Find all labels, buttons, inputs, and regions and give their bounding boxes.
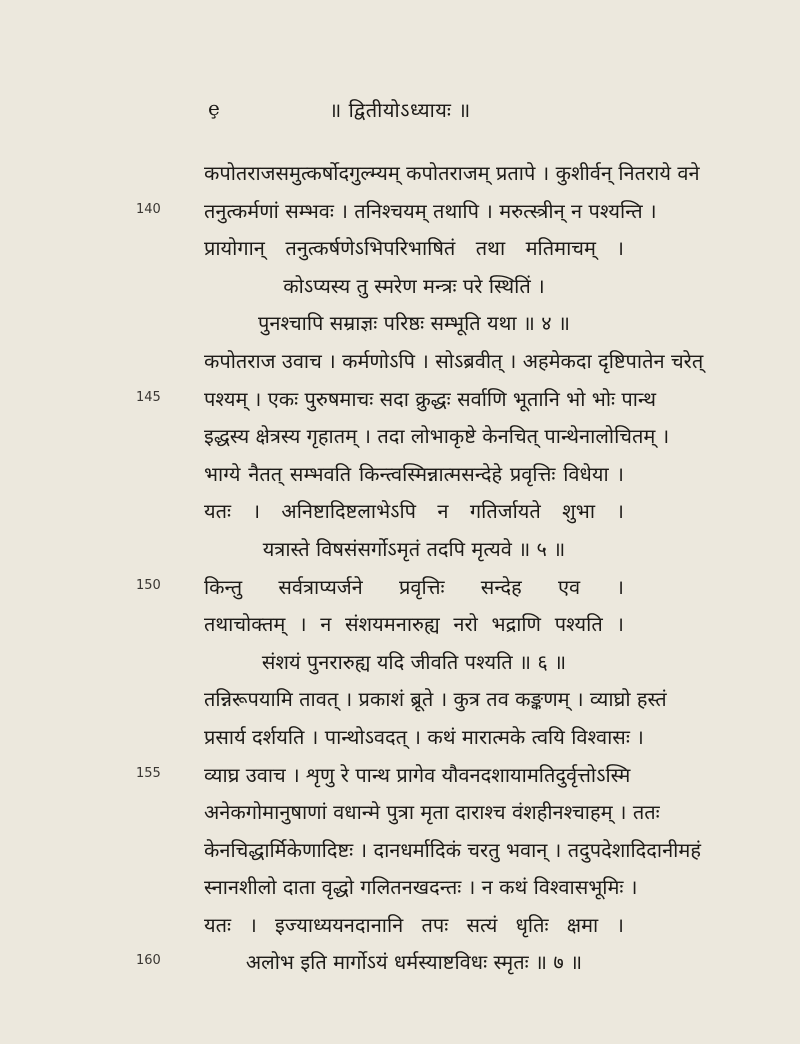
- line-text: स्नानशीलो दाता वृद्धो गलितनखदन्तः । न कथं विश्वासभूमिः ।: [204, 875, 638, 900]
- text-line: [0, 647, 800, 685]
- text-line: [0, 609, 800, 647]
- line-text: इद्धस्य क्षेत्रस्य गृहातम् । तदा लोभाकृष्टे केनचित् पान्थेनालोचितम् ।: [204, 424, 670, 449]
- line-text: अनेकगोमानुषाणां वधान्मे पुत्रा मृता दाराश्च वंशहीनश्चाहम् । ततः: [204, 800, 660, 825]
- text-line: [0, 271, 800, 309]
- line-text: यतः । इज्याध्ययनदानानि तपः सत्यं धृतिः क्षमा ।: [204, 912, 624, 937]
- line-text: तनुत्कर्मणां सम्भवः । तनिश्चयम् तथापि । मरुत्स्त्रीन् न पश्यन्ति ।: [204, 198, 657, 223]
- page-header: [0, 96, 800, 126]
- line-text: प्रसार्य दर्शयति । पान्थोऽवदत् । कथं मारात्मके त्वयि विश्वासः ।: [204, 724, 644, 749]
- text-line: [0, 346, 800, 384]
- text-line: [0, 496, 800, 534]
- line-number: 155: [136, 765, 161, 781]
- line-text: भाग्ये नैतत् सम्भवति किन्त्वस्मिन्नात्मसन्देहे प्रवृत्तिः विधेया ।: [204, 461, 624, 486]
- text-line: [0, 233, 800, 271]
- line-text: तन्निरूपयामि तावत् । प्रकाशं ब्रूते । कुत्र तव कङ्कणम् । व्याघ्रो हस्तं: [204, 687, 667, 712]
- text-line: [0, 684, 800, 722]
- text-line: [0, 308, 800, 346]
- line-text: प्रायोगान् तनुत्कर्षणेऽभिपरिभाषितं तथा मतिमाचम् ।: [204, 236, 624, 261]
- text-line: [0, 572, 800, 610]
- text-line: [0, 196, 800, 234]
- page-number: ȩ: [208, 96, 220, 120]
- line-text: यत्रास्ते विषसंसर्गोऽमृतं तदपि मृत्यवे ॥ ५ ॥: [262, 536, 566, 561]
- line-number: 145: [136, 389, 161, 405]
- text-line: [0, 835, 800, 873]
- line-text: पश्यम् । एकः पुरुषमाचः सदा क्रुद्धः सर्वाणि भूतानि भो भोः पान्थ: [204, 386, 657, 411]
- text-line: [0, 872, 800, 910]
- line-number: 150: [136, 577, 161, 593]
- text-line: [0, 947, 800, 985]
- line-text: कोऽप्यस्य तु स्मरेण मन्त्रः परे स्थितिं ।: [283, 273, 545, 298]
- line-text: अलोभ इति मार्गोऽयं धर्मस्याष्टविधः स्मृतः ॥ ७ ॥: [245, 950, 583, 975]
- text-line: [0, 760, 800, 798]
- text-line: [0, 421, 800, 459]
- text-body: [0, 158, 800, 985]
- line-number: 140: [136, 201, 161, 217]
- line-text: यतः । अनिष्टादिष्टलाभेऽपि न गतिर्जायते शुभा ।: [204, 499, 624, 524]
- text-line: [0, 384, 800, 422]
- line-text: पुनश्चापि सम्राज्ञः परिष्ठः सम्भूति यथा ॥ ४ ॥: [257, 311, 571, 336]
- text-line: [0, 722, 800, 760]
- text-line: [0, 534, 800, 572]
- line-text: संशयं पुनरारुह्य यदि जीवति पश्यति ॥ ६ ॥: [261, 649, 567, 674]
- line-text: व्याघ्र उवाच । शृणु रे पान्थ प्रागेव यौवनदशायामतिदुर्वृत्तोऽस्मि: [204, 762, 631, 787]
- line-text: किन्तु सर्वत्राप्यर्जने प्रवृत्तिः सन्देह एव ।: [204, 574, 624, 599]
- line-number: 160: [136, 953, 161, 969]
- line-text: कपोतराजसमुत्कर्षोदगुल्म्यम् कपोतराजम् प्रतापे । कुशीर्वन् नितराये वने: [204, 161, 700, 185]
- running-title: ॥ द्वितीयोऽध्यायः ॥: [329, 98, 471, 122]
- text-line: [0, 910, 800, 948]
- text-line: [0, 797, 800, 835]
- line-text: केनचिद्धार्मिकेणादिष्टः । दानधर्मादिकं चरतु भवान् । तदुपदेशादिदानीमहं: [204, 837, 701, 862]
- text-line: [0, 459, 800, 497]
- text-line: [0, 158, 800, 196]
- line-text: तथाचोक्तम् । न संशयमनारुह्य नरो भद्राणि पश्यति ।: [204, 612, 624, 637]
- line-text: कपोतराज उवाच । कर्मणोऽपि । सोऽब्रवीत् । अहमेकदा दृष्टिपातेन चरेत्: [204, 348, 704, 373]
